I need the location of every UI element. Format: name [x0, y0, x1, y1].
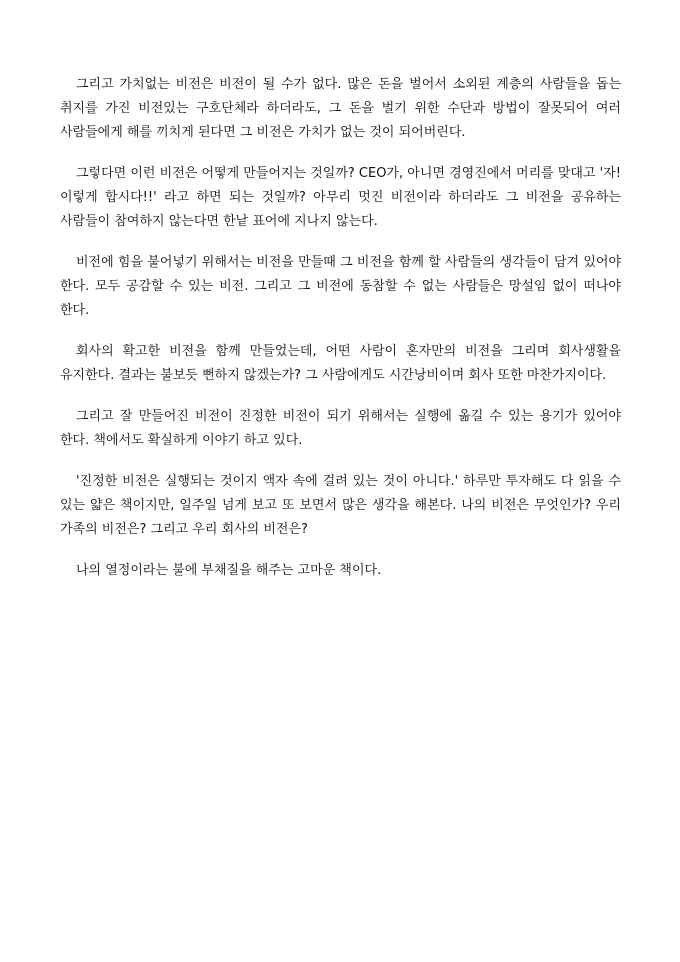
- paragraph-1: 그리고 가치없는 비전은 비전이 될 수가 없다. 많은 돈을 벌어서 소외된 계층의 사람들을 돕는 취지를 가진 비전있는 구호단체라 하더라도, 그 돈을 벌기 위한 수단과 방법이 잘못되어 여러 사람들에게 해를 끼치게 된다면 그 비전은 가치가 없는 것이 되어버린다.: [60, 77, 621, 140]
- paragraph-5: 그리고 잘 만들어진 비전이 진정한 비전이 되기 위해서는 실행에 옮길 수 있는 용기가 있어야 한다. 책에서도 확실하게 이야기 하고 있다.: [60, 409, 621, 448]
- paragraph-7: 나의 열정이라는 불에 부채질을 해주는 고마운 책이다.: [76, 563, 382, 578]
- paragraph-3: 비전에 힘을 불어넣기 위해서는 비전을 만들때 그 비전을 함께 할 사람들의 생각들이 담겨 있어야 한다. 모두 공감할 수 있는 비전. 그리고 그 비전에 동참할 수 없는 사람들은 망설임 없이 떠나야 한다.: [60, 255, 621, 318]
- paragraph-6: '진정한 비전은 실행되는 것이지 액자 속에 걸려 있는 것이 아니다.' 하루만 투자해도 다 읽을 수 있는 얇은 책이지만, 일주일 넘게 보고 또 보면서 많은 생각을 해본다. 나의 비전은 무엇인가? 우리 가족의 비전은? 그리고 우리 회사의 비전은?: [60, 474, 621, 537]
- document-body: [60, 73, 621, 600]
- paragraph-4: 회사의 확고한 비전을 함께 만들었는데, 어떤 사람이 혼자만의 비전을 그리며 회사생활을 유지한다. 결과는 불보듯 뻔하지 않겠는가? 그 사람에게도 시간낭비이며 회사 또한 마찬가지이다.: [60, 344, 621, 383]
- paragraph-2: 그렇다면 이런 비전은 어떻게 만들어지는 것일까? CEO가, 아니면 경영진에서 머리를 맞대고 '자! 이렇게 합시다!!' 라고 하면 되는 것일까? 아무리 멋진 비전이라 하더라도 그 비전을 공유하는 사람들이 참여하지 않는다면 한낱 표어에 지나지 않는다.: [60, 166, 621, 229]
